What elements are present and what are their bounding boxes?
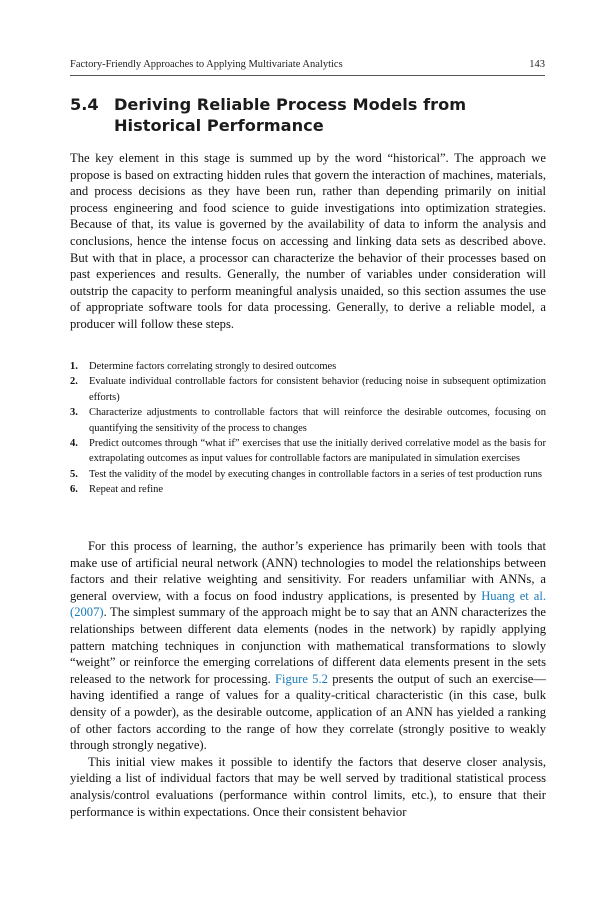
running-header (70, 58, 545, 72)
list-item-text: Determine factors correlating strongly to desired outcomes (89, 361, 337, 372)
list-item-number: 1. (70, 361, 78, 372)
list-item-text: Predict outcomes through “what if” exercises that use the initially derived correlative model as the basis for extrapolating outcomes as input values for controllable factors are manipulated in simulation exercises (89, 438, 546, 465)
list-item (70, 374, 546, 405)
list-item-number: 6. (70, 484, 78, 496)
list-item-text: Characterize adjustments to controllable factors that will reinforce the desirable outcomes, focusing on quantifying the sensitivity of the process to changes (89, 407, 546, 434)
figure-reference-link[interactable]: Figure 5.2 (275, 671, 328, 686)
section-title: Deriving Reliable Process Models from Historical Performance (114, 95, 467, 135)
header-rule (70, 75, 545, 76)
list-item (70, 436, 546, 467)
list-item-number: 5. (70, 468, 78, 480)
list-item-text: Test the validity of the model by executing changes in controllable factors in a series of test production runs (89, 468, 542, 480)
ann-paragraph (70, 538, 546, 754)
section-heading (70, 94, 545, 136)
page-number: 143 (529, 59, 545, 70)
section-number: 5.4 (70, 95, 99, 114)
body-text-continued (70, 538, 546, 820)
list-item-number: 2. (70, 376, 78, 388)
ann-paragraph-part1: For this process of learning, the author’s experience has primarily been with tools that make use of artificial neural network (ANN) technologies to model the relationships between factors and their relative weighting and sensitivity. For readers unfamiliar with ANNs, a general overview, with a focus on food industry applications, is presented by (70, 539, 546, 603)
intro-paragraph-block (70, 150, 546, 333)
list-item (70, 482, 546, 497)
ann-paragraph-part2: . The simplest summary of the approach might be to say that an ANN characterizes the relationships between different data elements (nodes in the network) by rapidly applying pattern matching techniques in conjunction with mathematical transformations to slowly “weight” or reinforce the emerging correlations of different data elements present in the sets released to the network for processing. (70, 605, 546, 686)
list-item (70, 405, 546, 436)
steps-list (70, 359, 546, 498)
list-item (70, 467, 546, 482)
list-item-text: Repeat and refine (89, 484, 164, 496)
list-item-number: 4. (70, 438, 78, 450)
ann-paragraph-part3: presents the output of such an exercise—having identified a range of values for a quality-critical characteristic (in this case, bulk density of a powder), as the desirable outcome, application of an ANN has yielded a ranking of other factors according to the range of how they correlate (strongly positive to weakly through strongly negative). (70, 671, 546, 753)
list-item-number: 3. (70, 407, 78, 419)
analysis-paragraph: This initial view makes it possible to identify the factors that deserve closer analysis, yielding a list of individual factors that may be well served by traditional statistical process analysis/control evaluations (performance within control limits, etc.), to ensure that their performance is within expectations. Once their consistent behavior (70, 754, 546, 819)
citation-link[interactable]: Huang et al. (2007) (70, 588, 546, 620)
list-item (70, 359, 546, 374)
intro-paragraph: The key element in this stage is summed up by the word “historical”. The approach we propose is based on extracting hidden rules that govern the interaction of machines, materials, and process decisions as they have been run, rather than depending primarily on initial process engineering and food science to guide investigations into optimization strategies. Because of that, its value is governed by the availability of data to inform the analysis and conclusions, hence the intense focus on accessing and linking data sets as described above. But with that in place, a processor can characterize the behavior of their processes based on past experiences and results. Generally, the number of variables under consideration will outstrip the capacity to perform meaningful analysis unaided, so this section assumes the use of appropriate software tools for data processing. Generally, to derive a reliable model, a producer will follow these steps. (70, 151, 546, 331)
list-item-text: Evaluate individual controllable factors for consistent behavior (reducing noise in subsequent optimization efforts) (89, 376, 546, 403)
running-title: Factory-Friendly Approaches to Applying Multivariate Analytics (70, 59, 343, 70)
